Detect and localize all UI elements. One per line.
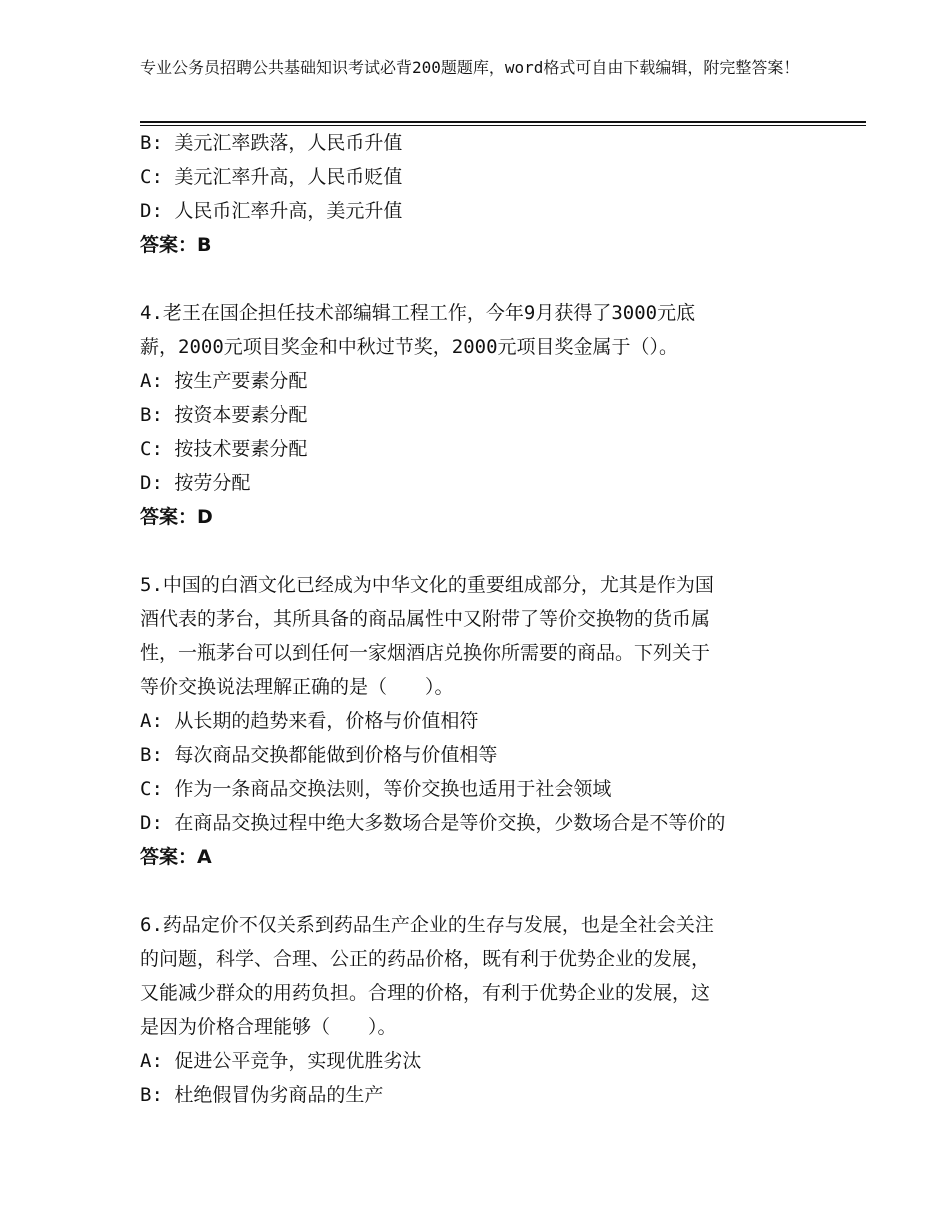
question-stem-line: 又能减少群众的用药负担。合理的价格，有利于优势企业的发展，这 <box>140 982 711 1004</box>
page-header: 专业公务员招聘公共基础知识考试必背200题题库，word格式可自由下载编辑，附完整答案！ <box>140 58 800 77</box>
question-6 <box>140 908 840 1112</box>
option-b: B: 每次商品交换都能做到价格与价值相等 <box>140 744 498 766</box>
question-stem-line: 4.老王在国企担任技术部编辑工程工作，今年9月获得了3000元底 <box>140 302 696 324</box>
question-stem-line: 6.药品定价不仅关系到药品生产企业的生存与发展，也是全社会关注 <box>140 914 714 936</box>
option-b: B: 杜绝假冒伪劣商品的生产 <box>140 1084 384 1106</box>
option-b: B: 按资本要素分配 <box>140 404 308 426</box>
answer-line: 答案：D <box>140 506 213 528</box>
question-4 <box>140 296 840 534</box>
question-stem-line: 等价交换说法理解正确的是（ ）。 <box>140 676 454 698</box>
spacer <box>140 534 840 568</box>
option-d: D: 按劳分配 <box>140 472 251 494</box>
option-d: D: 人民币汇率升高，美元升值 <box>140 200 403 222</box>
spacer <box>140 262 840 296</box>
question-stem-line: 5.中国的白酒文化已经成为中华文化的重要组成部分，尤其是作为国 <box>140 574 714 596</box>
option-a: A: 促进公平竞争，实现优胜劣汰 <box>140 1050 422 1072</box>
option-a: A: 从长期的趋势来看，价格与价值相符 <box>140 710 479 732</box>
option-a: A: 按生产要素分配 <box>140 370 308 392</box>
question-stem-line: 性，一瓶茅台可以到任何一家烟酒店兑换你所需要的商品。下列关于 <box>140 642 711 664</box>
question-stem-line: 的问题，科学、合理、公正的药品价格，既有利于优势企业的发展， <box>140 948 711 970</box>
spacer <box>140 874 840 908</box>
question-stem-line: 薪，2000元项目奖金和中秋过节奖，2000元项目奖金属于（）。 <box>140 336 679 358</box>
answer-line: 答案：A <box>140 846 212 868</box>
option-b: B: 美元汇率跌落，人民币升值 <box>140 132 403 154</box>
question-stem-line: 酒代表的茅台，其所具备的商品属性中又附带了等价交换物的货币属 <box>140 608 711 630</box>
option-c: C: 作为一条商品交换法则，等价交换也适用于社会领域 <box>140 778 612 800</box>
option-d: D: 在商品交换过程中绝大多数场合是等价交换，少数场合是不等价的 <box>140 812 726 834</box>
question-stem-line: 是因为价格合理能够（ ）。 <box>140 1016 397 1038</box>
answer-line: 答案：B <box>140 234 212 256</box>
option-c: C: 美元汇率升高，人民币贬值 <box>140 166 403 188</box>
question-5 <box>140 568 840 874</box>
option-c: C: 按技术要素分配 <box>140 438 308 460</box>
document-body <box>140 126 840 1112</box>
previous-question-fragment <box>140 126 840 262</box>
